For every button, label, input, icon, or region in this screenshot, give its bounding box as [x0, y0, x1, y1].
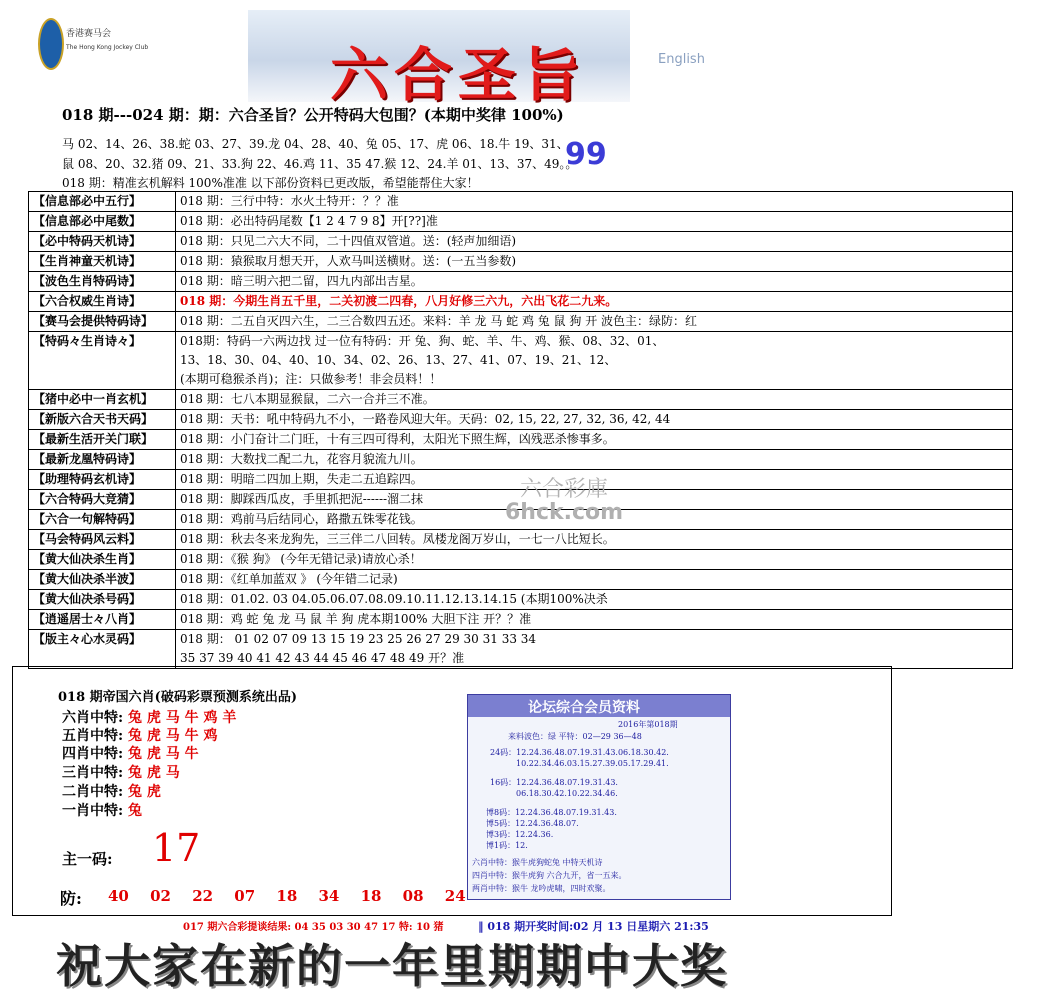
row-text: 018 期：鸡前马后结同心，路撒五铢零花钱。 — [176, 510, 1013, 530]
six-label: 三肖中特: — [62, 765, 124, 781]
row-text: 018 期：七八本期显猴鼠，二六一合并三不准。 — [176, 390, 1013, 410]
table-row — [29, 590, 1013, 610]
row-label: 【马会特码风云料】 — [29, 530, 176, 550]
row-label: 【信息部必中五行】 — [29, 192, 176, 212]
row-text: 018 期：只见二六大不同，二十四值双管道。送：(轻声加细语) — [176, 232, 1013, 252]
row-label: 【逍遥居士々八肖】 — [29, 610, 176, 630]
bottom-slogan: 祝大家在新的一年里期期中大奖 — [56, 939, 728, 993]
row-label: 【必中特码天机诗】 — [29, 232, 176, 252]
table-row — [29, 252, 1013, 272]
row-text: 018 期：暗三明六把二留，四九内部出吉星。 — [176, 272, 1013, 292]
six-line — [62, 800, 142, 820]
row-text-line: (本期可稳猴杀肖)；注：只做参考！非会员料！！ — [180, 372, 442, 386]
member-card — [467, 694, 731, 900]
main-code-value: 17 — [152, 826, 201, 870]
table-row — [29, 550, 1013, 570]
last-result: 017 期六合彩提谈结果: 04 35 03 30 47 17 特: 10 猪 — [183, 922, 444, 933]
row-text: 018 期：《红单加蓝双 》 (今年错二记录) — [176, 570, 1013, 590]
table-row — [29, 450, 1013, 470]
row-text: 018 期：大数找二配二九，花容月貌流九川。 — [176, 450, 1013, 470]
table-row — [29, 410, 1013, 430]
table-row — [29, 292, 1013, 312]
main-code-label: 主一码: — [62, 850, 113, 868]
big-99-text: 99 — [565, 137, 607, 172]
six-value: 兔 虎 — [128, 784, 161, 800]
table-row — [29, 430, 1013, 450]
banner-title: 六合圣旨 — [330, 41, 587, 109]
row-label: 【最新生活开关门联】 — [29, 430, 176, 450]
card-line: 两肖中特：猴牛 龙吟虎啸，四时欢聚。 — [472, 884, 611, 893]
emperor-title: 018 期帝国六肖(破码彩票预测系统出品) — [58, 690, 297, 705]
card-line: 2016年第018期 — [618, 720, 678, 729]
row-text-line: 35 37 39 40 41 42 43 44 45 46 47 48 49 开？准 — [180, 651, 465, 665]
table-row — [29, 530, 1013, 550]
row-text-line: 018期：特码一六两边找 过一位有特码：开 兔、狗、蛇、羊、牛、鸡、猴、08、32、01、 — [180, 334, 665, 348]
row-label: 【版主々心水灵码】 — [29, 630, 176, 669]
row-text: 018 期：必出特码尾数【1 2 4 7 9 8】开[??]准 — [176, 212, 1013, 232]
watermark-cn: 六合彩庫 — [520, 477, 609, 502]
table-row — [29, 272, 1013, 292]
draw-time: ‖ 018 期开奖时间:02 月 13 日星期六 21:35 — [478, 920, 709, 933]
table-row — [29, 232, 1013, 252]
row-label: 【黄大仙决杀半波】 — [29, 570, 176, 590]
card-line: 四肖中特：猴牛虎狗 六合九开，省一五来。 — [472, 871, 627, 880]
table-row — [29, 312, 1013, 332]
row-text-multi — [176, 332, 1013, 390]
card-line: 六肖中特：猴牛虎狗蛇兔 中特天机诗 — [472, 858, 603, 867]
row-label: 【猪中必中一肖玄机】 — [29, 390, 176, 410]
row-text: 018 期：小门奋计二门旺，十有三四可得利，太阳光下照生辉，凶残恶杀惨事多。 — [176, 430, 1013, 450]
row-label: 【波色生肖特码诗】 — [29, 272, 176, 292]
row-label: 【最新龙凰特码诗】 — [29, 450, 176, 470]
row-label: 【黄大仙决杀号码】 — [29, 590, 176, 610]
row-text: 018 期：天书：吼中特码九不小，一路卷风迎大年。天码：02, 15, 22, 27, 32, 36, 42, 44 — [176, 410, 1013, 430]
six-value: 兔 虎 马 牛 鸡 羊 — [128, 710, 237, 726]
card-title: 论坛综合会员资料 — [528, 700, 640, 716]
six-line — [62, 781, 161, 801]
six-line — [62, 707, 236, 727]
card-line: 博8码：12.24.36.48.07.19.31.43. — [486, 808, 617, 817]
row-label: 【生肖神童天机诗】 — [29, 252, 176, 272]
table-row — [29, 390, 1013, 410]
table-row — [29, 332, 1013, 390]
row-label: 【六合特码大竞猜】 — [29, 490, 176, 510]
six-line — [62, 725, 218, 745]
row-text: 018 期：二五自灭四六生，二三合数四五还。来料：羊 龙 马 蛇 鸡 兔 鼠 狗 开 波色主：绿防：红 — [176, 312, 1013, 332]
table-row — [29, 212, 1013, 232]
row-text-line: 018 期： 01 02 07 09 13 15 19 23 25 26 27 29 30 31 33 34 — [180, 632, 537, 646]
card-line: 24码：12.24.36.48.07.19.31.43.06.18.30.42. — [490, 748, 669, 757]
zodiac-row-2: 鼠 08、20、32.猪 09、21、33.狗 22、46.鸡 11、35 47.猴 12、24.羊 01、13、37、49。。 — [62, 157, 578, 171]
six-value: 兔 虎 马 牛 鸡 — [128, 728, 218, 744]
prediction-table — [28, 191, 1013, 669]
row-text: 018 期：《猴 狗》 (今年无错记录)请放心杀！ — [176, 550, 1013, 570]
jockey-club-logo-icon — [38, 18, 64, 70]
card-line: 博5码：12.24.36.48.07. — [486, 819, 579, 828]
table-row — [29, 570, 1013, 590]
english-link[interactable]: English — [658, 52, 705, 67]
row-label: 【信息部必中尾数】 — [29, 212, 176, 232]
row-text: 018 期：鸡 蛇 兔 龙 马 鼠 羊 狗 虎本期100% 大胆下注 开？？准 — [176, 610, 1013, 630]
card-line: 博3码：12.24.36. — [486, 830, 554, 839]
row-label: 【特码々生肖诗々】 — [29, 332, 176, 390]
row-label: 【赛马会提供特码诗】 — [29, 312, 176, 332]
zodiac-row-1: 马 02、14、26、38.蛇 03、27、39.龙 04、28、40、兔 05、17、虎 06、18.牛 19、31、 — [62, 137, 569, 151]
row-label: 【黄大仙决杀生肖】 — [29, 550, 176, 570]
six-label: 二肖中特: — [62, 784, 124, 800]
six-label: 五肖中特: — [62, 728, 124, 744]
row-label: 【新版六合天书天码】 — [29, 410, 176, 430]
table-row — [29, 192, 1013, 212]
card-line: 来料波色：绿 平特：02—29 36—48 — [508, 732, 642, 741]
fang-label: 防: — [60, 889, 82, 908]
logo-line2: The Hong Kong Jockey Club — [66, 44, 149, 51]
row-label: 【六合一句解特码】 — [29, 510, 176, 530]
six-label: 一肖中特: — [62, 803, 124, 819]
row-text-highlight: 018 期：今期生肖五千里，二关初渡二四春，八月好修三六九，六出飞花二九来。 — [176, 292, 1013, 312]
row-text-line: 13、18、30、04、40、10、34、02、26、13、27、41、07、19、21、12、 — [180, 353, 617, 367]
six-line — [62, 762, 180, 782]
row-text: 018 期：01.02. 03 04.05.06.07.08.09.10.11.12.13.14.15 (本期100%决杀 — [176, 590, 1013, 610]
six-value: 兔 虎 马 — [128, 765, 180, 781]
row-text: 018 期：秋去冬来龙狗先，三三伴二八回转。凤楼龙阁万岁山，一七一八比短长。 — [176, 530, 1013, 550]
row-text: 018 期：脚踩西瓜皮，手里抓把泥------溜二抹 — [176, 490, 1013, 510]
row-label: 【六合权威生肖诗】 — [29, 292, 176, 312]
page-headline: 018 期---024 期：期：六合圣旨？公开特码大包围？(本期中奖律 100%) — [62, 106, 564, 124]
table-row — [29, 610, 1013, 630]
six-label: 四肖中特: — [62, 746, 124, 762]
logo-line1: 香港赛马会 — [66, 29, 112, 39]
card-line: 06.18.30.42.10.22.34.46. — [516, 789, 618, 798]
six-value: 兔 — [128, 803, 143, 819]
six-line — [62, 743, 199, 763]
card-line: 16码：12.24.36.48.07.19.31.43. — [490, 778, 618, 787]
watermark-url: 6hck.com — [505, 500, 624, 525]
table-row — [29, 630, 1013, 669]
card-line: 博1码：12. — [486, 841, 528, 850]
six-label: 六肖中特: — [62, 710, 124, 726]
row-text: 018 期：明暗二四加上期，失走二五追踪四。 — [176, 470, 1013, 490]
row-text-multi — [176, 630, 1013, 669]
intro-note: 018 期：精准玄机解料 100%准准 以下部份资料已更改版，希望能帮住大家！ — [62, 176, 479, 190]
row-text: 018 期：猿猴取月想天开，人欢马叫送横财。送：(一五当参数) — [176, 252, 1013, 272]
six-value: 兔 虎 马 牛 — [128, 746, 199, 762]
row-text: 018 期：三行中特：水火土特开：？？准 — [176, 192, 1013, 212]
card-line: 10.22.34.46.03.15.27.39.05.17.29.41. — [516, 759, 669, 768]
row-label: 【助理特码玄机诗】 — [29, 470, 176, 490]
fang-values: 40 02 22 07 18 34 18 08 24 — [108, 887, 466, 905]
